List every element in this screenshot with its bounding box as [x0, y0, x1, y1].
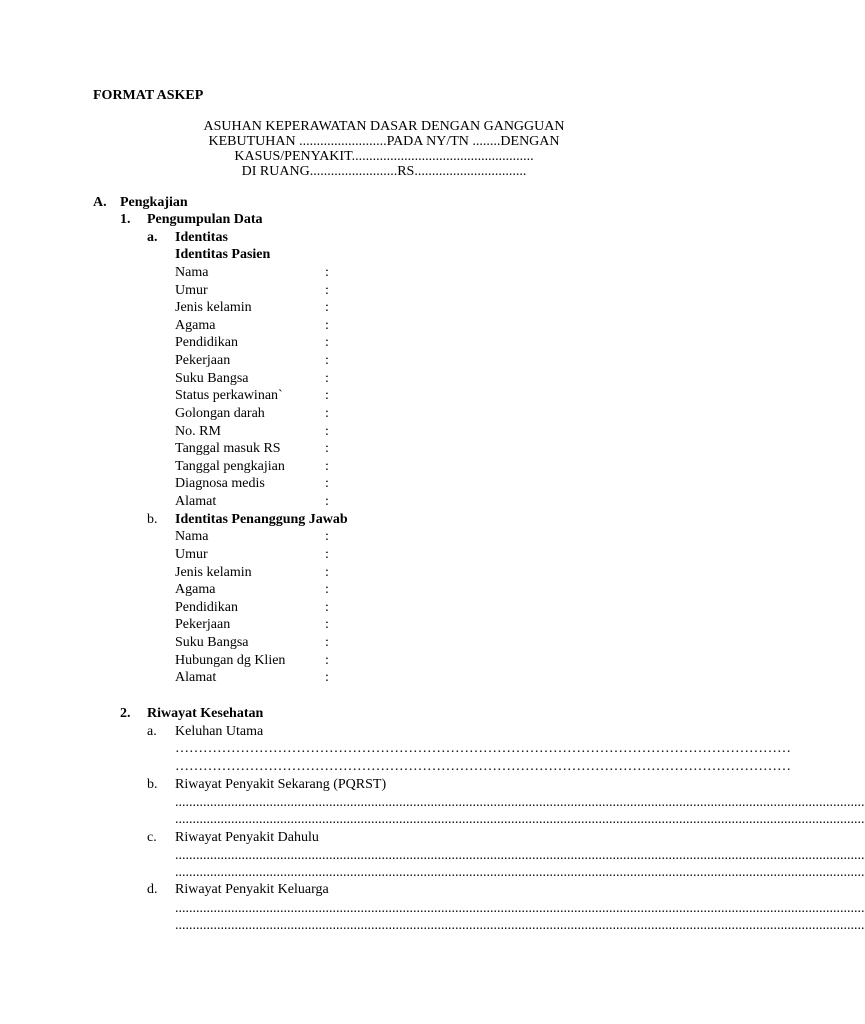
field-colon: :: [325, 565, 329, 580]
history-a-dotted-line-1: ……………………………………………………………………………………………………………………: [175, 741, 791, 756]
item-1-label: Pengumpulan Data: [147, 212, 263, 227]
item-1a-marker: a.: [147, 230, 158, 245]
history-c-marker: c.: [147, 830, 157, 845]
field-colon: :: [325, 388, 329, 403]
field-colon: :: [325, 283, 329, 298]
item-1-marker: 1.: [120, 212, 131, 227]
section-a-label: Pengkajian: [120, 195, 188, 210]
field-colon: :: [325, 476, 329, 491]
header-line-1: ASUHAN KEPERAWATAN DASAR DENGAN GANGGUAN: [203, 119, 565, 134]
field-colon: :: [325, 635, 329, 650]
history-b-label: Riwayat Penyakit Sekarang (PQRST): [175, 777, 387, 792]
guardian-field-label: Pekerjaan: [175, 617, 231, 632]
field-colon: :: [325, 424, 329, 439]
patient-field-label: Pekerjaan: [175, 353, 231, 368]
format-title: FORMAT ASKEP: [93, 88, 204, 103]
history-b-marker: b.: [147, 777, 158, 792]
field-colon: :: [325, 582, 329, 597]
item-2-label: Riwayat Kesehatan: [147, 706, 264, 721]
field-colon: :: [325, 653, 329, 668]
guardian-field-label: Pendidikan: [175, 600, 238, 615]
history-d-dotted-line-2: .....................................................................................................................................................................................................: [175, 918, 865, 933]
history-a-label: Keluhan Utama: [175, 724, 264, 739]
patient-field-label: Alamat: [175, 494, 217, 509]
history-d-label: Riwayat Penyakit Keluarga: [175, 882, 329, 897]
history-c-dotted-line-1: .....................................................................................................................................................................................................: [175, 848, 865, 863]
history-b-dotted-line-1: .....................................................................................................................................................................................................: [175, 795, 865, 810]
header-line-4: DI RUANG.........................RS................................: [241, 164, 527, 179]
history-c-label: Riwayat Penyakit Dahulu: [175, 830, 319, 845]
field-colon: :: [325, 300, 329, 315]
history-d-dotted-line-1: .....................................................................................................................................................................................................: [175, 901, 865, 916]
history-b-dotted-line-2: .....................................................................................................................................................................................................: [175, 812, 865, 827]
field-colon: :: [325, 371, 329, 386]
patient-field-label: Tanggal pengkajian: [175, 459, 285, 474]
patient-field-label: No. RM: [175, 424, 221, 439]
history-d-marker: d.: [147, 882, 158, 897]
field-colon: :: [325, 600, 329, 615]
patient-field-label: Pendidikan: [175, 335, 238, 350]
field-colon: :: [325, 459, 329, 474]
patient-identity-heading: Identitas Pasien: [175, 247, 271, 262]
field-colon: :: [325, 494, 329, 509]
field-colon: :: [325, 547, 329, 562]
field-colon: :: [325, 265, 329, 280]
field-colon: :: [325, 406, 329, 421]
field-colon: :: [325, 318, 329, 333]
section-a-marker: A.: [93, 195, 107, 210]
item-1b-label: Identitas Penanggung Jawab: [175, 512, 348, 527]
header-line-3: KASUS/PENYAKIT....................................................: [234, 149, 534, 164]
header-line-2: KEBUTUHAN .........................PADA NY/TN ........DENGAN: [208, 134, 560, 149]
guardian-field-label: Nama: [175, 529, 209, 544]
field-colon: :: [325, 617, 329, 632]
history-a-marker: a.: [147, 724, 157, 739]
patient-field-label: Status perkawinan`: [175, 388, 283, 403]
field-colon: :: [325, 670, 329, 685]
patient-field-label: Diagnosa medis: [175, 476, 265, 491]
patient-field-label: Jenis kelamin: [175, 300, 252, 315]
patient-field-label: Golongan darah: [175, 406, 265, 421]
field-colon: :: [325, 335, 329, 350]
field-colon: :: [325, 441, 329, 456]
guardian-field-label: Umur: [175, 547, 208, 562]
patient-field-label: Umur: [175, 283, 208, 298]
guardian-field-label: Hubungan dg Klien: [175, 653, 286, 668]
history-c-dotted-line-2: .....................................................................................................................................................................................................: [175, 865, 865, 880]
patient-field-label: Agama: [175, 318, 216, 333]
guardian-field-label: Suku Bangsa: [175, 635, 249, 650]
item-1a-label: Identitas: [175, 230, 228, 245]
field-colon: :: [325, 353, 329, 368]
patient-field-label: Nama: [175, 265, 209, 280]
item-1b-marker: b.: [147, 512, 158, 527]
patient-field-label: Suku Bangsa: [175, 371, 249, 386]
guardian-field-label: Alamat: [175, 670, 217, 685]
item-2-marker: 2.: [120, 706, 131, 721]
guardian-field-label: Jenis kelamin: [175, 565, 252, 580]
patient-field-label: Tanggal masuk RS: [175, 441, 281, 456]
field-colon: :: [325, 529, 329, 544]
history-a-dotted-line-2: ……………………………………………………………………………………………………………………: [175, 759, 791, 774]
guardian-field-label: Agama: [175, 582, 216, 597]
